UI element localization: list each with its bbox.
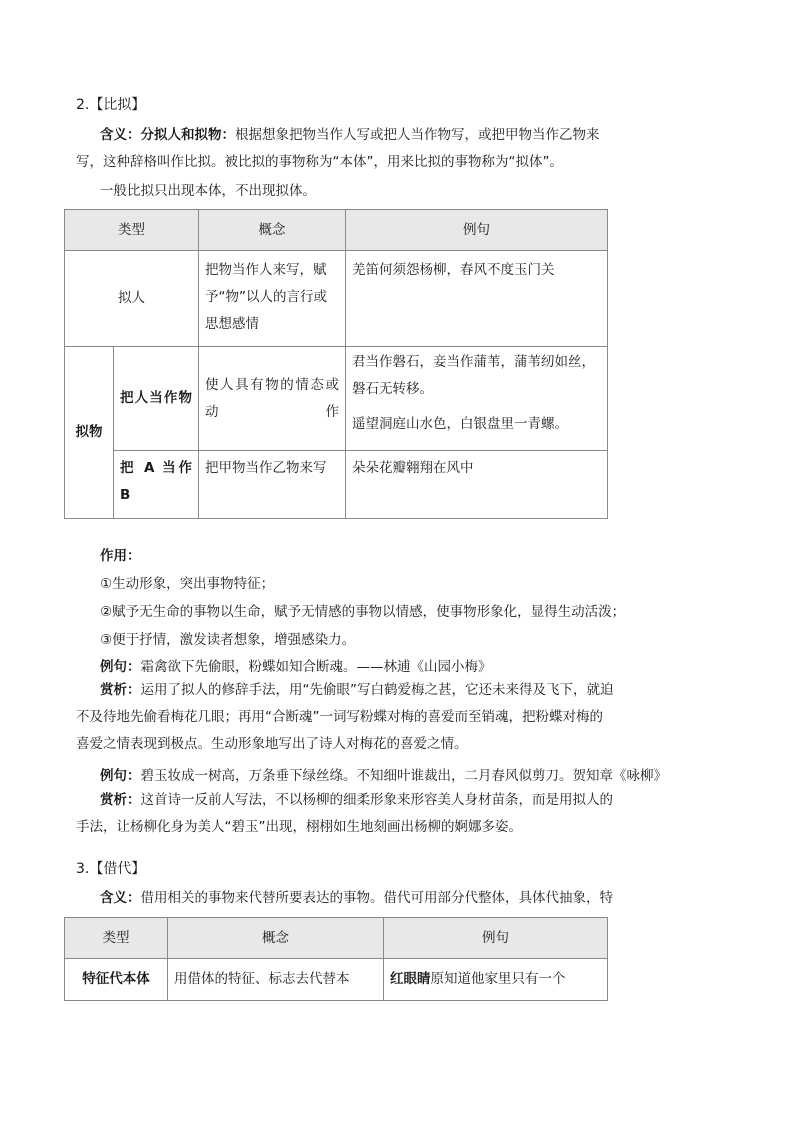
type-objectify: 拟物 (65, 347, 114, 519)
type-person-as-object: 把人当作物 (114, 347, 199, 451)
analysis-1: 赏析：运用了拟人的修辞手法，用“先偷眼”写白鹤爱梅之甚，它还未来得及飞下，就迫不及待地先偷看梅花几眼；再用“合断魂”一词写粉蝶对梅的喜爱而至销魂，把粉蝶对梅的喜爱之情表现到极点。生动形象地写出了诗人对梅花的喜爱之情。 (76, 682, 614, 752)
table-header-example: 例句 (346, 210, 608, 251)
type-a-as-b: 把 A 当作 B (114, 451, 199, 519)
example-person-as-object (346, 347, 608, 451)
section-2-definition (76, 122, 616, 176)
table-header-concept: 概念 (168, 918, 384, 959)
concept-a-as-b: 把甲物当作乙物来写 (199, 451, 346, 519)
definition-text: 根据想象把物当作人写或把人当作物写，或把甲物当作乙物来写，这种辞格叫作比拟。被比拟的事物称为“本体”，用来比拟的事物称为“拟体”。 (76, 127, 600, 170)
type-personify: 拟人 (65, 251, 199, 347)
example-personify: 羌笛何须怨杨柳，春风不度玉门关 (346, 251, 608, 347)
table-header-concept: 概念 (199, 210, 346, 251)
table-row (65, 959, 608, 1001)
concept-feature: 用借体的特征、标志去代替本 (168, 959, 384, 1001)
section-2-note: 一般比拟只出现本体，不出现拟体。 (100, 183, 316, 199)
example-line: 遥望洞庭山水色，白银盘里一青螺。 (352, 416, 568, 432)
metonymy-table (64, 917, 608, 1001)
example-a-as-b: 朵朵花瓣翱翔在风中 (346, 451, 608, 519)
definition-label: 含义：分拟人和拟物： (100, 127, 235, 143)
metaphor-table (64, 209, 608, 519)
table-row (65, 251, 608, 347)
example-1: 例句：霜禽欲下先偷眼，粉蝶如知合断魂。——林逋《山园小梅》 (100, 659, 492, 675)
effect-item: ①生动形象，突出事物特征； (100, 576, 275, 592)
type-feature: 特征代本体 (65, 959, 168, 1001)
concept-person-as-object: 使人具有物的情态或动作 (199, 347, 346, 451)
section-3-definition: 含义：借用相关的事物来代替所要表达的事物。借代可用部分代整体，具体代抽象，特 (100, 890, 613, 906)
example-2: 例句：碧玉妆成一树高，万条垂下绿丝绦。不知细叶谁裁出，二月春风似剪刀。贺知章《咏柳》 (100, 768, 667, 784)
section-3-heading: 3.【借代】 (76, 861, 146, 877)
example-line: 君当作磐石，妾当作蒲苇，蒲苇纫如丝，磐石无转移。 (352, 354, 595, 397)
concept-personify: 把物当作人来写，赋予“物”以人的言行或思想感情 (199, 251, 346, 347)
table-row (65, 451, 608, 519)
effect-item: ②赋予无生命的事物以生命，赋予无情感的事物以情感，使事物形象化，显得生动活泼； (100, 604, 626, 620)
effect-item: ③便于抒情，激发读者想象，增强感染力。 (100, 632, 356, 648)
example-feature: 红眼睛原知道他家里只有一个 (384, 959, 608, 1001)
analysis-2: 赏析：这首诗一反前人写法，不以杨柳的细柔形象来形容美人身材苗条，而是用拟人的手法，让杨柳化身为美人“碧玉”出现，栩栩如生地刻画出杨柳的婀娜多姿。 (76, 792, 613, 835)
table-header-type: 类型 (65, 210, 199, 251)
table-row (65, 347, 608, 451)
table-header-type: 类型 (65, 918, 168, 959)
effect-label: 作用： (100, 548, 141, 564)
table-header-example: 例句 (384, 918, 608, 959)
section-2-heading: 2.【比拟】 (76, 97, 146, 113)
